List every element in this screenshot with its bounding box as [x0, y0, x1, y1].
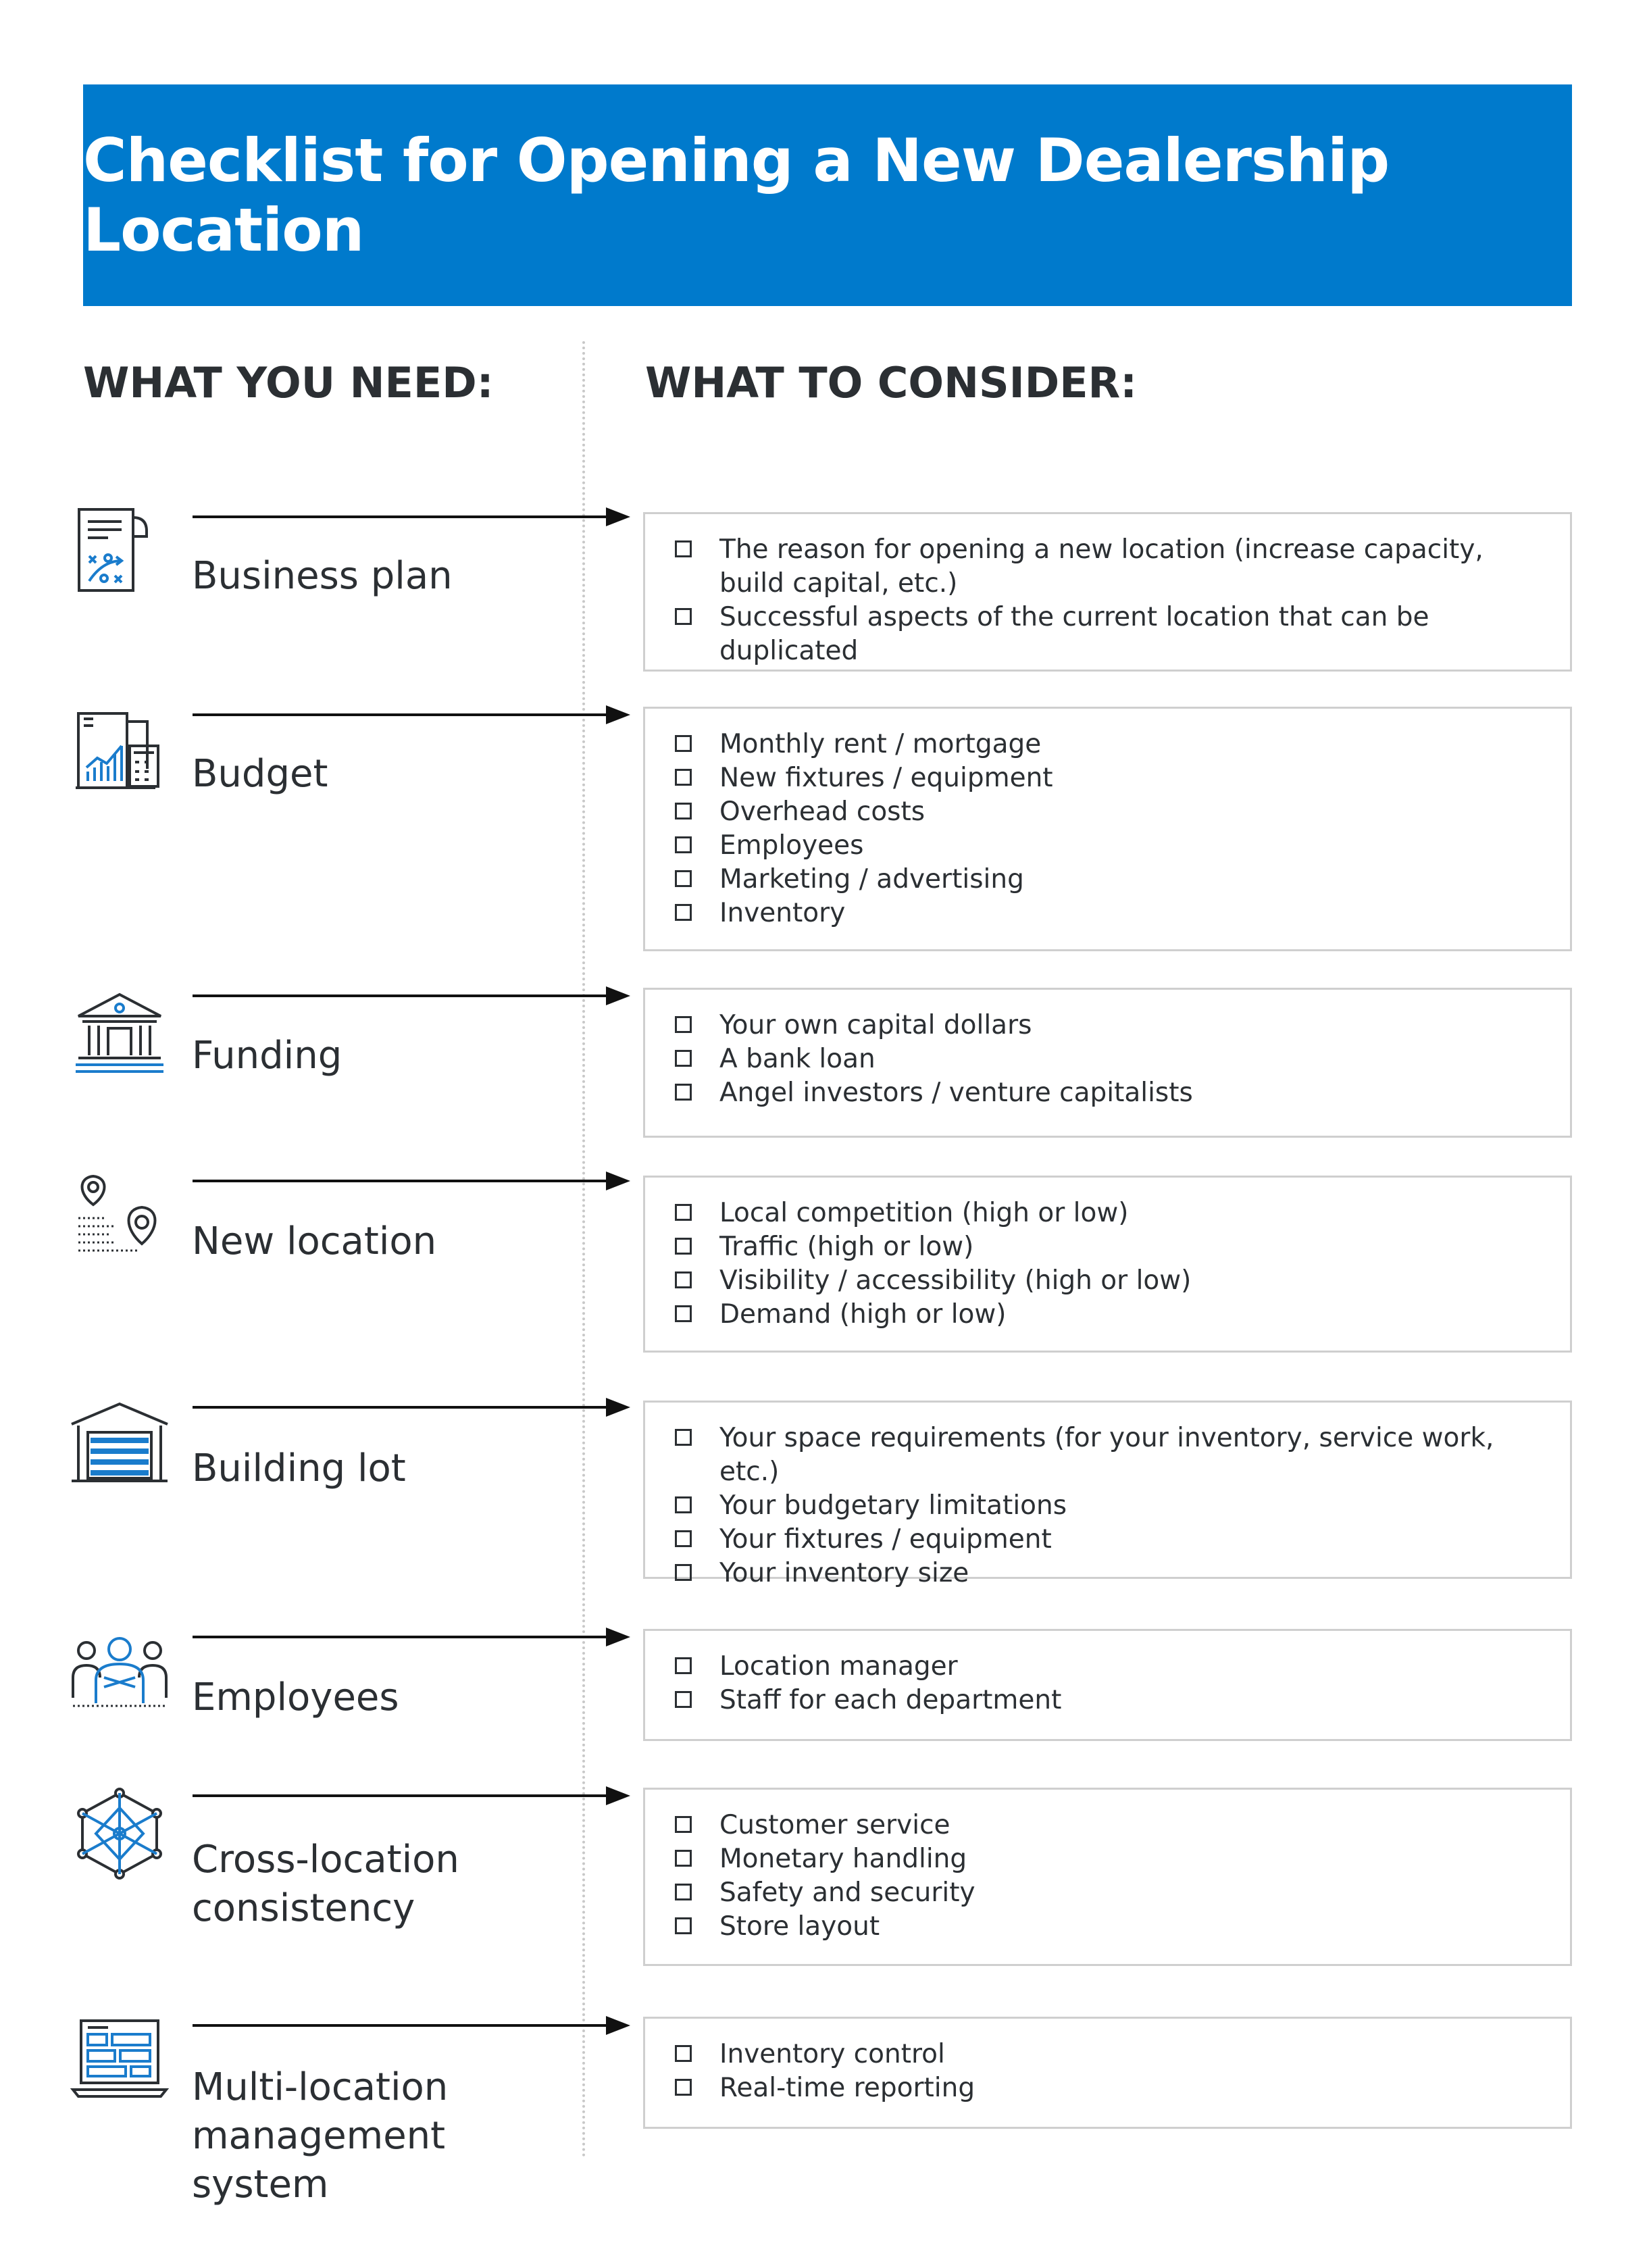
item-text: Demand (high or low): [719, 1299, 1007, 1330]
consider-card: [643, 512, 1572, 672]
checklist-item[interactable]: [675, 1298, 1543, 1332]
item-text: Monetary handling: [719, 1844, 967, 1874]
checkbox[interactable]: [675, 1691, 692, 1708]
item-text: Staff for each department: [719, 1685, 1062, 1715]
what-you-need-heading: WHAT YOU NEED:: [83, 358, 494, 407]
item-text: Your fixtures / equipment: [719, 1524, 1052, 1555]
item-text: Location manager: [719, 1651, 958, 1682]
row-label: Building lot: [192, 1446, 406, 1490]
row-label: Budget: [192, 752, 328, 796]
consider-card: [643, 1629, 1572, 1741]
checklist-item[interactable]: [675, 728, 1543, 761]
consider-card: [643, 988, 1572, 1138]
business-plan-icon: [69, 505, 170, 600]
item-text: Store layout: [719, 1911, 880, 1942]
item-text: Your budgetary limitations: [719, 1490, 1067, 1521]
checkbox[interactable]: [675, 1084, 692, 1101]
checklist-item[interactable]: [675, 1421, 1543, 1489]
item-text: Overhead costs: [719, 797, 925, 827]
row-label: Cross-location consistency: [192, 1838, 459, 1930]
column-divider: [582, 341, 585, 2159]
page-title: Checklist for Opening a New Dealership Location: [83, 126, 1390, 265]
consider-card: [643, 707, 1572, 951]
row-label: Employees: [192, 1675, 399, 1719]
checkbox[interactable]: [675, 1884, 692, 1900]
checkbox[interactable]: [675, 2079, 692, 2096]
checkbox[interactable]: [675, 836, 692, 853]
checkbox[interactable]: [675, 1238, 692, 1255]
checkbox[interactable]: [675, 1271, 692, 1288]
checkbox[interactable]: [675, 870, 692, 887]
budget-icon: [69, 708, 170, 803]
checklist-item[interactable]: [675, 897, 1543, 930]
checkbox[interactable]: [675, 1564, 692, 1581]
checklist-item[interactable]: [675, 1230, 1543, 1264]
item-text: Traffic (high or low): [719, 1232, 974, 1262]
item-text: New fixtures / equipment: [719, 763, 1053, 793]
item-text: Employees: [719, 830, 864, 861]
item-text: Visibility / accessibility (high or low): [719, 1265, 1192, 1296]
checklist-item[interactable]: [675, 2071, 1543, 2105]
checkbox[interactable]: [675, 1816, 692, 1833]
checkbox[interactable]: [675, 2045, 692, 2062]
checklist-item[interactable]: [675, 1650, 1543, 1684]
checklist-item[interactable]: [675, 795, 1543, 829]
arrow-right-icon: [193, 503, 632, 530]
arrow-right-icon: [193, 1623, 632, 1650]
checklist-item[interactable]: [675, 1076, 1543, 1110]
consider-card: [643, 1788, 1572, 1966]
item-text: Marketing / advertising: [719, 864, 1024, 894]
computer-dashboard-icon: [69, 2014, 170, 2109]
checkbox[interactable]: [675, 1050, 692, 1067]
network-icon: [69, 1788, 170, 1882]
checklist-item[interactable]: [675, 601, 1543, 668]
checkbox[interactable]: [675, 803, 692, 820]
checkbox[interactable]: [675, 540, 692, 557]
arrow-right-icon: [193, 982, 632, 1009]
checkbox[interactable]: [675, 769, 692, 786]
checkbox[interactable]: [675, 1850, 692, 1867]
checkbox[interactable]: [675, 608, 692, 625]
item-text: Your space requirements (for your inventory, service work, etc.): [719, 1423, 1494, 1487]
item-text: Safety and security: [719, 1878, 975, 1908]
consider-card: [643, 1176, 1572, 1353]
checkbox[interactable]: [675, 1305, 692, 1322]
checklist-item[interactable]: [675, 1809, 1543, 1842]
title-banner: [83, 84, 1572, 306]
item-text: Angel investors / venture capitalists: [719, 1078, 1193, 1108]
garage-icon: [69, 1400, 170, 1494]
checkbox[interactable]: [675, 1204, 692, 1221]
checkbox[interactable]: [675, 904, 692, 921]
item-text: Real-time reporting: [719, 2073, 975, 2103]
checklist-item[interactable]: [675, 1876, 1543, 1910]
checklist-item[interactable]: [675, 1684, 1543, 1717]
checklist-item[interactable]: [675, 1489, 1543, 1523]
item-text: The reason for opening a new location (increase capacity, build capital, etc.): [719, 534, 1483, 599]
checkbox[interactable]: [675, 1429, 692, 1446]
checkbox[interactable]: [675, 1530, 692, 1547]
checklist-item[interactable]: [675, 863, 1543, 897]
checklist-item[interactable]: [675, 533, 1543, 601]
what-to-consider-heading: WHAT TO CONSIDER:: [645, 358, 1138, 407]
consider-card: [643, 2017, 1572, 2129]
arrow-right-icon: [193, 1782, 632, 1809]
checklist-item[interactable]: [675, 1009, 1543, 1042]
checklist-item[interactable]: [675, 1042, 1543, 1076]
arrow-right-icon: [193, 1167, 632, 1194]
checkbox[interactable]: [675, 1917, 692, 1934]
item-text: Monthly rent / mortgage: [719, 729, 1042, 759]
row-label: New location: [192, 1219, 437, 1263]
arrow-right-icon: [193, 2012, 632, 2039]
checklist-item[interactable]: [675, 1842, 1543, 1876]
checklist-item[interactable]: [675, 1557, 1543, 1590]
row-label: Funding: [192, 1034, 343, 1078]
checkbox[interactable]: [675, 1496, 692, 1513]
checkbox[interactable]: [675, 1657, 692, 1674]
arrow-right-icon: [193, 701, 632, 728]
row-label: Multi-location management system: [192, 2065, 449, 2207]
checklist-item[interactable]: [675, 1910, 1543, 1944]
arrow-right-icon: [193, 1394, 632, 1421]
checklist-item[interactable]: [675, 2038, 1543, 2071]
checklist-item[interactable]: [675, 1523, 1543, 1557]
checkbox[interactable]: [675, 1016, 692, 1033]
item-text: Successful aspects of the current location that can be duplicated: [719, 602, 1429, 666]
bank-icon: [69, 988, 170, 1082]
item-text: Customer service: [719, 1810, 950, 1840]
consider-card: [643, 1401, 1572, 1588]
item-text: Inventory: [719, 898, 846, 928]
row-label: Business plan: [192, 554, 453, 598]
item-text: Inventory control: [719, 2039, 945, 2069]
location-pin-icon: [69, 1171, 170, 1265]
checkbox[interactable]: [675, 735, 692, 752]
item-text: Your inventory size: [719, 1558, 969, 1588]
item-text: A bank loan: [719, 1044, 876, 1074]
checklist-item[interactable]: [675, 761, 1543, 795]
checklist-item[interactable]: [675, 1196, 1543, 1230]
checklist-item[interactable]: [675, 1264, 1543, 1298]
checklist-item[interactable]: [675, 829, 1543, 863]
item-text: Local competition (high or low): [719, 1198, 1129, 1228]
item-text: Your own capital dollars: [719, 1010, 1032, 1040]
team-icon: [69, 1630, 170, 1725]
